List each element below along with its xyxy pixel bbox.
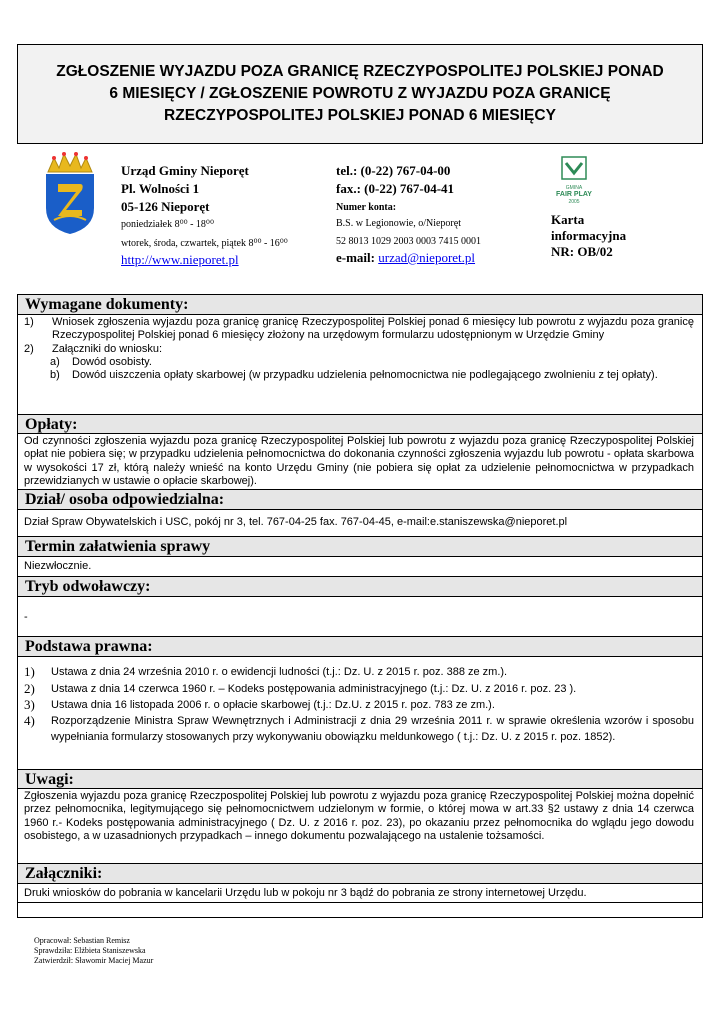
list-number: 2) bbox=[24, 681, 35, 696]
title-line-3: RZECZYPOSPOLITEJ POLSKIEJ PONAD 6 MIESIĘCY bbox=[164, 107, 556, 124]
card-number: NR: OB/02 bbox=[551, 244, 613, 259]
list-text: Wniosek zgłoszenia wyjazdu poza granicę granicę Rzeczypospolitej Polskiej ponad 6 miesięcy lub powrotu z wyjazdu poza granicę Rzeczypospolitej Polskiej ponad 6 miesięcy złożony na urzędowym formularzu udostępnionym w Urzędzie Gminy bbox=[52, 316, 694, 342]
section-heading: Podstawa prawna: bbox=[18, 637, 702, 657]
list-text: Dowód osobisty. bbox=[72, 355, 152, 368]
hours-other-days: wtorek, środa, czwartek, piątek 8⁰⁰ - 16⁰⁰ bbox=[121, 238, 288, 249]
hours-monday: poniedziałek 8⁰⁰ - 18⁰⁰ bbox=[121, 219, 214, 230]
section-required-documents bbox=[17, 294, 703, 415]
section-heading: Załączniki: bbox=[18, 864, 702, 884]
approved-by: Zatwierdził: Sławomir Maciej Mazur bbox=[34, 956, 154, 965]
legal-item bbox=[24, 698, 694, 712]
section-body bbox=[18, 315, 702, 382]
footer bbox=[34, 936, 334, 966]
section-heading: Termin załatwienia sprawy bbox=[18, 537, 702, 557]
legal-item bbox=[24, 665, 694, 679]
document-title-box bbox=[17, 44, 703, 144]
list-number: 1) bbox=[24, 316, 34, 328]
contact-info bbox=[336, 163, 546, 266]
office-website-link[interactable]: http://www.nieporet.pl bbox=[121, 252, 239, 267]
section-responsible-department bbox=[17, 489, 703, 537]
coat-of-arms-icon bbox=[44, 150, 96, 236]
email-row bbox=[336, 250, 546, 266]
legal-item bbox=[24, 713, 694, 745]
section-text: Zgłoszenia wyjazdu poza granicę Rzeczpospolitej Polskiej lub powrotu z wyjazdu poza granicę Rzeczypospolitej Polskiej można dopełnić przez pełnomocnika, legitymującego się pełnomocnictwem udzielonym w formie, o której mowa w art.33 §2 ustawy z dnia 14 czerwca 1960 r.- Kodeks postępowania administracyjnego ( Dz. U. z 2016 r. poz. 23), po okazaniu przez pełnomocnika do wglądu jego dowodu osobistego, a w uzasadnionych przypadkach – innego dokumentu pozwalającego na ustalenie tożsamości. bbox=[24, 790, 694, 842]
title-line-1: ZGŁOSZENIE WYJAZDU POZA GRANICĘ RZECZYPOSPOLITEJ POLSKIEJ PONAD bbox=[56, 63, 664, 80]
section-legal-basis bbox=[17, 636, 703, 770]
legal-item bbox=[24, 682, 694, 696]
list-item bbox=[24, 343, 694, 356]
list-text: Załączniki do wniosku: bbox=[52, 342, 163, 355]
list-number: 2) bbox=[24, 342, 34, 355]
section-heading: Uwagi: bbox=[18, 770, 702, 789]
prepared-by: Opracował: Sebastian Remisz bbox=[34, 936, 130, 945]
list-text: Ustawa dnia 16 listopada 2006 r. o opłacie skarbowej (t.j.: Dz.U. z 2015 r. poz. 783 ze zm.). bbox=[51, 699, 495, 711]
office-street: Pl. Wolności 1 bbox=[121, 181, 200, 196]
section-text: - bbox=[24, 611, 28, 623]
list-text: Ustawa z dnia 24 września 2010 r. o ewidencji ludności (t.j.: Dz. U. z 2015 r. poz. 388 ze zm.). bbox=[51, 666, 508, 678]
list-item bbox=[24, 316, 694, 343]
card-line-1: Karta bbox=[551, 212, 585, 227]
section-heading: Tryb odwoławczy: bbox=[18, 577, 702, 597]
list-number: a) bbox=[50, 355, 60, 368]
account-label: Numer konta: bbox=[336, 202, 397, 213]
section-text: Dział Spraw Obywatelskich i USC, pokój nr 3, tel. 767-04-25 fax. 767-04-45, e-mail:e.staniszewska@nieporet.pl bbox=[24, 516, 568, 528]
email-link[interactable]: urzad@nieporet.pl bbox=[378, 250, 476, 265]
list-number: 1) bbox=[24, 664, 35, 679]
section-attachments bbox=[17, 863, 703, 918]
section-appeal bbox=[17, 576, 703, 637]
fair-play-name: FAIR PLAY bbox=[556, 191, 592, 198]
section-fees bbox=[17, 414, 703, 490]
section-body bbox=[18, 657, 702, 745]
fair-play-year: 2005 bbox=[568, 199, 580, 205]
title-line-2: 6 MIESIĘCY / ZGŁOSZENIE POWROTU Z WYJAZDU POZA GRANICĘ bbox=[109, 85, 611, 102]
office-name: Urząd Gminy Nieporęt bbox=[121, 163, 249, 178]
section-heading: Wymagane dokumenty: bbox=[18, 295, 702, 315]
account-number: 52 8013 1029 2003 0003 7415 0001 bbox=[336, 236, 481, 247]
bank-name: B.S. w Legionowie, o/Nieporęt bbox=[336, 218, 461, 229]
fair-play-icon bbox=[561, 156, 587, 180]
list-number: 3) bbox=[24, 697, 35, 712]
list-text: Rozporządzenie Ministra Spraw Wewnętrznych i Administracji z dnia 29 września 2011 r. w sprawie określenia wzorów i sposobu wypełniania formularzy stosowanych przy wykonywaniu obowiązku meldunkowego ( t.j.: Dz. U. z 2015 r. poz. 1852). bbox=[51, 715, 694, 743]
fair-play-top: GMINA bbox=[565, 185, 583, 191]
list-number: b) bbox=[50, 369, 60, 382]
section-heading: Dział/ osoba odpowiedzialna: bbox=[18, 490, 702, 510]
card-info bbox=[551, 212, 701, 260]
list-number: 4) bbox=[24, 713, 35, 728]
office-city: 05-126 Nieporęt bbox=[121, 199, 210, 214]
section-text: Niezwłocznie. bbox=[24, 560, 92, 572]
section-heading: Opłaty: bbox=[18, 415, 702, 434]
card-line-2: informacyjna bbox=[551, 228, 627, 243]
checked-by: Sprawdziła: Elżbieta Staniszewska bbox=[34, 946, 146, 955]
section-deadline bbox=[17, 536, 703, 577]
list-subitem bbox=[50, 369, 694, 382]
list-text: Ustawa z dnia 14 czerwca 1960 r. – Kodeks postępowania administracyjnego (t.j.: Dz. U. z 2016 r. poz. 23 ). bbox=[51, 683, 577, 695]
section-notes bbox=[17, 769, 703, 864]
section-text: Od czynności zgłoszenia wyjazdu poza granicę Rzeczypospolitej Polskiej lub powrotu z wyjazdu poza granicę Rzeczypospolitej Polskiej opłat nie pobiera się; w przypadku udzielenia pełnomocnictwa do dokonania czynności zgłoszenia wyjazdu lub powrotu - opłata skarbowa w wysokości 17 zł, którą należy wnieść na konto Urzędu Gminy (nie pobiera się opłat za udzielenie pełnomocnictwa w przypadkach przewidzianych w ustawie o opłacie skarbowej). bbox=[24, 435, 694, 487]
section-text: Druki wniosków do pobrania w kancelarii Urzędu lub w pokoju nr 3 bądź do pobrania ze strony internetowej Urzędu. bbox=[18, 884, 702, 903]
list-text: Dowód uiszczenia opłaty skarbowej (w przypadku udzielenia pełnomocnictwa nie podlegającego zwolnieniu z tej opłaty). bbox=[72, 369, 658, 382]
email-label: e-mail: bbox=[336, 250, 375, 265]
office-info bbox=[121, 163, 331, 268]
list-subitem bbox=[50, 356, 694, 369]
fax: fax.: (0-22) 767-04-41 bbox=[336, 181, 455, 196]
fair-play-logo bbox=[551, 156, 597, 205]
phone: tel.: (0-22) 767-04-00 bbox=[336, 163, 451, 178]
